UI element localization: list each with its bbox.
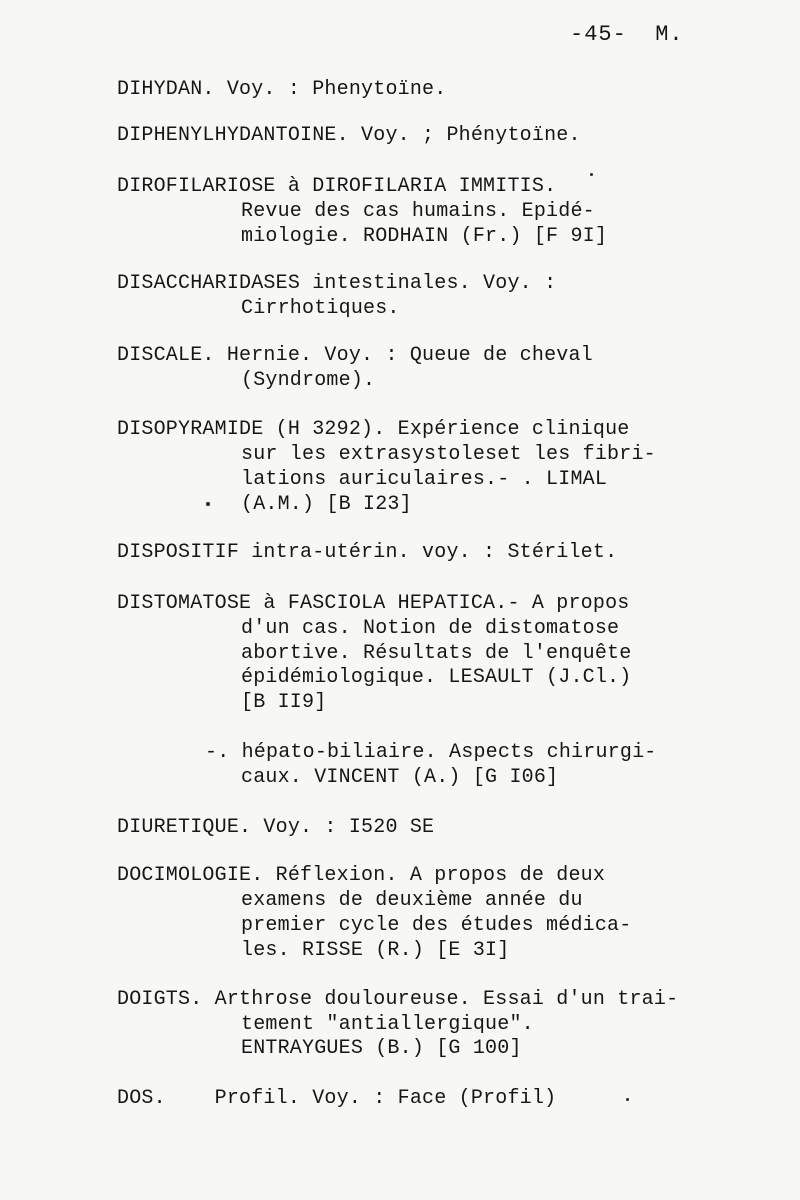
entry-disopyramide-cont-2: lations auriculaires.- . LIMAL: [241, 468, 608, 491]
entry-disopyramide-cont-1: sur les extrasystoleset les fibri-: [241, 443, 656, 466]
entry-disaccharidases-cont-1: Cirrhotiques.: [241, 297, 400, 320]
entry-distomatose-sub: -. hépato-biliaire. Aspects chirurgi-: [205, 741, 657, 764]
entry-discale-cont-1: (Syndrome).: [241, 369, 376, 392]
entry-distomatose-cont-3: épidémiologique. LESAULT (J.Cl.): [241, 666, 632, 689]
entry-diphenylhydantoine: DIPHENYLHYDANTOINE. Voy. ; Phénytoïne.: [117, 124, 581, 147]
entry-disopyramide: DISOPYRAMIDE (H 3292). Expérience clinique: [117, 418, 630, 441]
entry-distomatose-cont-4: [B II9]: [241, 691, 327, 714]
page-number: -45- M.: [570, 22, 684, 47]
entry-docimologie-cont-1: examens de deuxième année du: [241, 889, 583, 912]
entry-doigts-cont-2: ENTRAYGUES (B.) [G 100]: [241, 1037, 522, 1060]
entry-dirofilariose: DIROFILARIOSE à DIROFILARIA IMMITIS.: [117, 175, 557, 198]
ink-speck: [206, 502, 210, 506]
entry-distomatose-cont-1: d'un cas. Notion de distomatose: [241, 617, 620, 640]
entry-distomatose-sub-cont-1: caux. VINCENT (A.) [G I06]: [241, 766, 559, 789]
entry-docimologie-cont-2: premier cycle des études médica-: [241, 914, 632, 937]
entry-disopyramide-cont-3: (A.M.) [B I23]: [241, 493, 412, 516]
ink-speck: [626, 1098, 629, 1101]
entry-dihydan: DIHYDAN. Voy. : Phenytoïne.: [117, 78, 447, 101]
ink-speck: [590, 173, 593, 176]
entry-docimologie-cont-3: les. RISSE (R.) [E 3I]: [241, 939, 510, 962]
entry-discale: DISCALE. Hernie. Voy. : Queue de cheval: [117, 344, 593, 367]
entry-distomatose-cont-2: abortive. Résultats de l'enquête: [241, 642, 632, 665]
entry-docimologie: DOCIMOLOGIE. Réflexion. A propos de deux: [117, 864, 606, 887]
entry-disaccharidases: DISACCHARIDASES intestinales. Voy. :: [117, 272, 557, 295]
entry-dispositif: DISPOSITIF intra-utérin. voy. : Stérilet.: [117, 541, 618, 564]
entry-dirofilariose-cont-1: Revue des cas humains. Epidé-: [241, 200, 595, 223]
entry-dirofilariose-cont-2: miologie. RODHAIN (Fr.) [F 9I]: [241, 225, 608, 248]
entry-doigts-cont-1: tement "antiallergique".: [241, 1013, 534, 1036]
entry-diuretique: DIURETIQUE. Voy. : I520 SE: [117, 816, 435, 839]
entry-distomatose: DISTOMATOSE à FASCIOLA HEPATICA.- A propos: [117, 592, 630, 615]
entry-dos: DOS. Profil. Voy. : Face (Profil): [117, 1087, 557, 1110]
entry-doigts: DOIGTS. Arthrose douloureuse. Essai d'un trai-: [117, 988, 679, 1011]
